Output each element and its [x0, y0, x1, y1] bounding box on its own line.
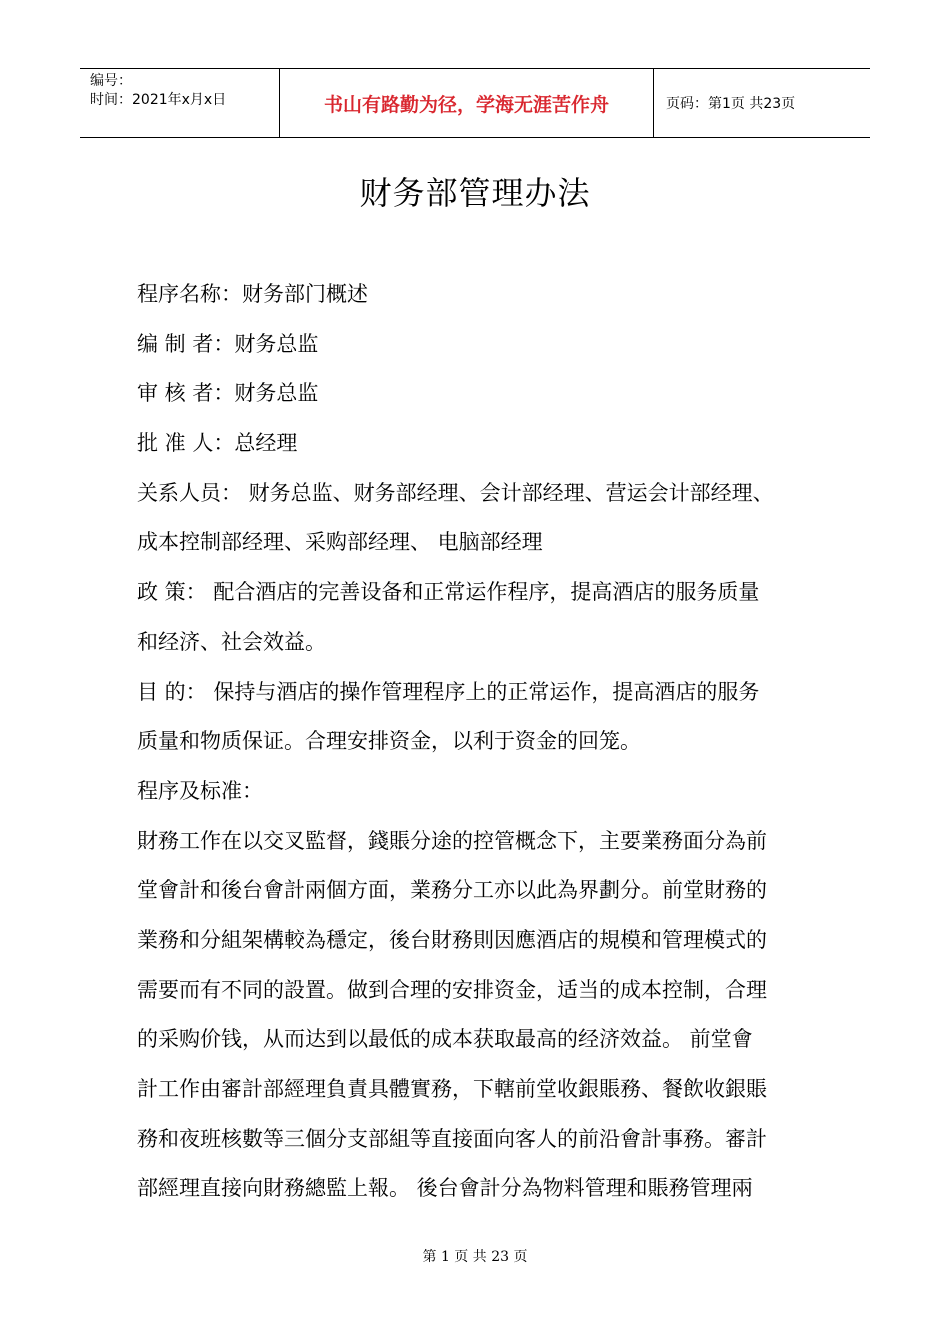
body-line: 計工作由審計部經理負責具體實務，下轄前堂收銀賬務、餐飲收銀賬: [137, 1077, 767, 1101]
body-line: 编 制 者：财务总监: [137, 331, 319, 356]
body-line: 政 策： 配合酒店的完善设备和正常运作程序，提高酒店的服务质量: [137, 580, 760, 605]
body-line: 財務工作在以交叉監督，錢賬分途的控管概念下，主要業務面分為前: [137, 828, 767, 853]
time-label: 时间：2021年x月x日: [90, 92, 227, 108]
body-line: 業務和分組架構較為穩定，後台財務則因應酒店的規模和管理模式的: [137, 927, 767, 952]
header-page-info: 页码：第1页 共23页: [666, 96, 796, 112]
body-line: 质量和物质保证。合理安排资金，以利于资金的回笼。: [137, 729, 641, 754]
body-line: 审 核 者：财务总监: [137, 381, 319, 406]
header-motto: 书山有路勤为径，学海无涯苦作舟: [280, 69, 654, 137]
body-line: 关系人员： 财务总监、财务部经理、会计部经理、营运会计部经理、: [137, 480, 774, 505]
body-line: 的采购价钱，从而达到以最低的成本获取最高的经济效益。 前堂會: [137, 1027, 753, 1052]
page-footer: 第 1 页 共 23 页: [422, 1249, 528, 1265]
body-line: 和经济、社会效益。: [137, 629, 326, 654]
body-line: 需要而有不同的設置。做到合理的安排资金，适当的成本控制，合理: [137, 977, 767, 1002]
header-meta: [80, 69, 280, 137]
body-line: 程序及标准：: [137, 778, 263, 803]
document-body: [137, 270, 837, 1214]
body-line: 堂會計和後台會計兩個方面，業務分工亦以此為界劃分。前堂財務的: [137, 878, 767, 903]
body-line: 務和夜班核數等三個分支部組等直接面向客人的前沿會計事務。審計: [137, 1126, 767, 1151]
number-label: 编号：: [90, 73, 132, 89]
body-line: 部經理直接向財務總監上報。 後台會計分為物料管理和賬務管理兩: [137, 1176, 753, 1201]
body-line: 批 准 人：总经理: [137, 431, 298, 456]
document-title: 财务部管理办法: [359, 174, 591, 212]
body-line: 程序名称：财务部门概述: [137, 282, 368, 306]
body-line: 目 的： 保持与酒店的操作管理程序上的正常运作，提高酒店的服务: [137, 679, 760, 704]
page-header: [80, 68, 870, 138]
body-line: 成本控制部经理、采购部经理、 电脑部经理: [137, 530, 543, 555]
